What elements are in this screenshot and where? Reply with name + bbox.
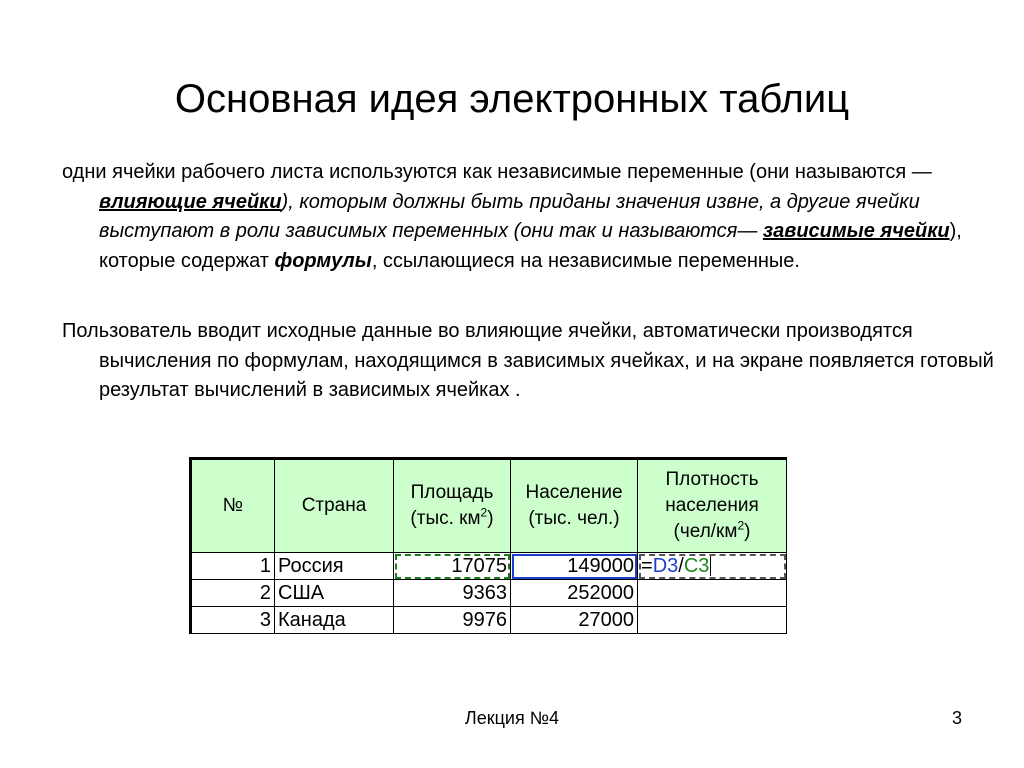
header-population[interactable] [511, 459, 638, 553]
text-caret [710, 556, 711, 576]
slide-title: Основная идея электронных таблиц [174, 77, 850, 121]
header-density-line2: населения [665, 495, 759, 516]
header-population-line2: (тыс. чел.) [528, 508, 620, 529]
header-area[interactable] [394, 459, 511, 553]
header-no[interactable]: № [191, 459, 275, 553]
cell-density-formula-editing[interactable] [638, 553, 787, 580]
header-density-line3: (чел/км [673, 521, 738, 542]
cell-population-selected[interactable]: 149000 [511, 553, 638, 580]
cell-country[interactable]: Канада [275, 607, 394, 634]
formula-slash: / [678, 554, 684, 577]
footer-lecture: Лекция №4 [464, 708, 560, 728]
p1-text-1: одни ячейки рабочего листа используются как независимые переменные (они называются — [62, 161, 932, 183]
cell-no[interactable]: 3 [191, 607, 275, 634]
p1-text-3: ), которые содержат [99, 220, 962, 272]
header-population-line1: Население [525, 482, 623, 503]
header-density-sup: 2 [737, 518, 745, 533]
header-area-sup: 2 [480, 505, 488, 520]
formula-ref-c3: C3 [683, 554, 710, 577]
table-row [191, 553, 787, 580]
header-density-line1: Плотность [665, 469, 759, 490]
footer-page-number: 3 [951, 708, 962, 728]
header-row [191, 459, 787, 553]
cell-no[interactable]: 1 [191, 553, 275, 580]
cell-population[interactable]: 27000 [511, 607, 638, 634]
cell-area[interactable]: 9363 [394, 580, 511, 607]
cell-area[interactable]: 9976 [394, 607, 511, 634]
term-influencing-cells: влияющие ячейки [99, 190, 282, 213]
spreadsheet-table [189, 457, 787, 634]
formula-equals: = [641, 554, 653, 577]
p1-text-2: ), которым должны быть приданы значения извне, а другие ячейки выступают в роли зависимых переменных (они так и называются— [99, 190, 920, 242]
cell-density[interactable] [638, 607, 787, 634]
header-area-line2: (тыс. км [410, 508, 481, 529]
table-row [191, 580, 787, 607]
header-density[interactable] [638, 459, 787, 553]
term-dependent-cells: зависимые ячейки [762, 220, 950, 242]
header-density-close: ) [744, 521, 751, 542]
header-area-line1: Площадь [410, 482, 494, 503]
paragraph-user-input: Пользователь вводит исходные данные во влияющие ячейки, автоматически производятся вычисления по формулам, находящимся в зависимых ячейках, и на экране появляется готовый результат вычислений в зависимых ячейках . [62, 320, 994, 401]
table-row [191, 607, 787, 634]
header-area-close: ) [487, 508, 494, 529]
paragraph-influencing-cells [62, 158, 999, 276]
formula-ref-d3: D3 [652, 554, 679, 577]
cell-country[interactable]: США [275, 580, 394, 607]
cell-area-selected[interactable]: 17075 [394, 553, 511, 580]
cell-density[interactable] [638, 580, 787, 607]
term-formulas: формулы [274, 249, 372, 272]
p1-text-4: , ссылающиеся на независимые переменные. [371, 249, 800, 272]
cell-country[interactable]: Россия [275, 553, 394, 580]
cell-population[interactable]: 252000 [511, 580, 638, 607]
cell-no[interactable]: 2 [191, 580, 275, 607]
header-country[interactable]: Страна [275, 459, 394, 553]
